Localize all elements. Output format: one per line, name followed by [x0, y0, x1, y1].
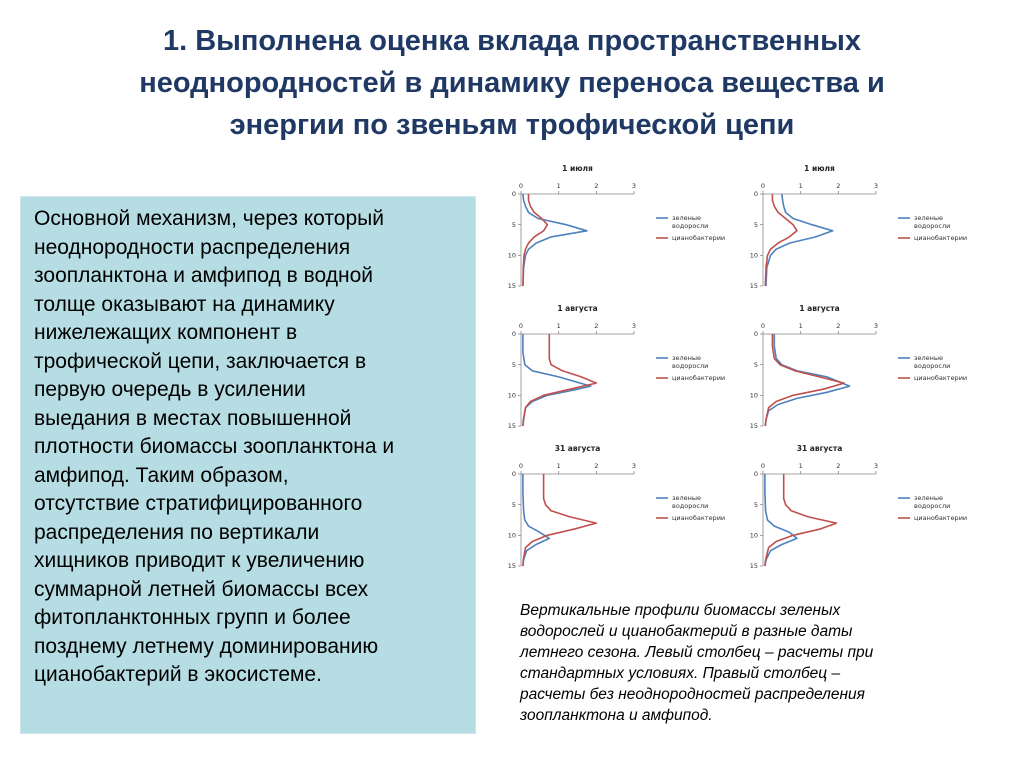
y-tick-label: 0	[511, 190, 516, 199]
y-tick-label: 5	[511, 220, 516, 229]
x-tick-label: 3	[631, 322, 637, 330]
body-text-line: неоднородности распределения	[34, 235, 351, 259]
x-tick-label: 0	[760, 462, 766, 470]
y-tick-label: 10	[507, 391, 516, 400]
legend-label: цианобактерии	[672, 514, 726, 523]
x-tick-label: 1	[556, 322, 561, 330]
title-line-2: неоднородностей в динамику переноса вещества и	[139, 67, 885, 99]
body-text-line: зоопланктона и амфипод в водной	[34, 264, 374, 287]
x-tick-label: 0	[518, 322, 524, 330]
x-tick-label: 3	[873, 322, 879, 330]
body-text-line: хищников приводит к увеличению	[34, 549, 365, 572]
x-tick-label: 1	[556, 462, 561, 470]
x-tick-label: 1	[798, 182, 803, 190]
y-tick-label: 5	[511, 500, 516, 509]
caption-line: водорослей и цианобактерий в разные даты	[520, 623, 853, 640]
body-text-line: первую очередь в усилении	[34, 378, 306, 401]
legend-label: цианобактерии	[672, 234, 726, 243]
y-tick-label: 10	[749, 391, 758, 400]
chart-panel	[496, 436, 746, 576]
caption-line: стандартных условиях. Правый столбец –	[520, 665, 841, 682]
y-tick-label: 5	[511, 360, 516, 369]
series-line	[523, 474, 549, 566]
legend-label: цианобактерии	[914, 374, 968, 383]
x-tick-label: 1	[556, 182, 561, 190]
x-tick-label: 3	[631, 462, 637, 470]
legend-label: цианобактерии	[672, 374, 726, 383]
body-text-line: цианобактерий в экосистеме.	[34, 663, 322, 686]
y-tick-label: 0	[753, 330, 758, 339]
caption-line: летнего сезона. Левый столбец – расчеты при	[520, 644, 874, 661]
y-tick-label: 0	[511, 330, 516, 339]
profile-chart	[738, 296, 988, 436]
x-tick-label: 0	[760, 322, 766, 330]
y-tick-label: 5	[753, 220, 758, 229]
series-line	[765, 334, 844, 426]
y-tick-label: 10	[749, 531, 758, 540]
x-tick-label: 2	[594, 182, 599, 190]
y-tick-label: 0	[511, 470, 516, 479]
series-line	[765, 474, 797, 566]
body-text-line: распределения по вертикали	[34, 520, 320, 544]
series-line	[523, 334, 596, 426]
series-line	[523, 194, 587, 286]
legend-label: зеленые водоросли	[914, 494, 951, 511]
profile-chart	[496, 156, 746, 296]
series-line	[523, 334, 591, 426]
legend-label: зеленые водоросли	[672, 214, 709, 231]
series-line	[765, 334, 849, 426]
chart-panel	[738, 296, 988, 436]
y-tick-label: 10	[749, 251, 758, 260]
x-tick-label: 3	[873, 182, 879, 190]
y-tick-label: 5	[753, 360, 758, 369]
title-line-3: энергии по звеньям трофической цепи	[229, 109, 795, 141]
x-tick-label: 2	[836, 322, 841, 330]
y-tick-label: 10	[507, 531, 516, 540]
x-tick-label: 2	[836, 462, 841, 470]
y-tick-label: 10	[507, 251, 516, 260]
caption-line: расчеты без неоднородностей распределения	[520, 686, 865, 703]
body-text-line: суммарной летней биомассы всех	[34, 577, 369, 601]
series-line	[765, 194, 797, 286]
chart-title: 1 июля	[804, 164, 835, 173]
chart-panel	[496, 296, 746, 436]
body-text-line: выедания в местах повышенной	[34, 406, 352, 430]
body-text-line: амфипод. Таким образом,	[34, 463, 289, 487]
profile-chart	[738, 436, 988, 576]
x-tick-label: 1	[798, 322, 803, 330]
body-text-line: позднему летнему доминированию	[34, 634, 379, 658]
body-text-line: трофической цепи, заключается в	[34, 349, 367, 373]
x-tick-label: 0	[518, 182, 524, 190]
x-tick-label: 2	[594, 322, 599, 330]
figure-caption	[520, 600, 990, 726]
series-line	[765, 474, 837, 566]
chart-panel	[496, 156, 746, 296]
x-tick-label: 0	[760, 182, 766, 190]
profile-chart	[496, 296, 746, 436]
series-line	[523, 474, 596, 566]
y-tick-label: 0	[753, 470, 758, 479]
chart-title: 31 августа	[554, 444, 601, 453]
chart-title: 1 июля	[562, 164, 593, 173]
legend-label: зеленые водоросли	[914, 214, 951, 231]
y-tick-label: 15	[507, 282, 516, 291]
y-tick-label: 15	[749, 282, 758, 291]
legend-label: зеленые водоросли	[914, 354, 951, 371]
x-tick-label: 0	[518, 462, 524, 470]
legend-label: цианобактерии	[914, 514, 968, 523]
main-text-box	[20, 196, 476, 734]
slide-title	[60, 20, 964, 146]
x-tick-label: 3	[631, 182, 637, 190]
chart-panel	[738, 156, 988, 296]
legend-label: цианобактерии	[914, 234, 968, 243]
y-tick-label: 15	[507, 422, 516, 431]
chart-title: 31 августа	[796, 444, 843, 453]
charts-grid	[496, 156, 1016, 586]
chart-title: 1 августа	[799, 304, 840, 313]
body-text-line: плотности биомассы зоопланктона и	[34, 435, 395, 458]
body-text-line: фитопланктонных групп и более	[34, 606, 351, 629]
y-tick-label: 5	[753, 500, 758, 509]
caption-line: зоопланктона и амфипод.	[520, 707, 713, 724]
profile-chart	[496, 436, 746, 576]
y-tick-label: 15	[749, 422, 758, 431]
legend-label: зеленые водоросли	[672, 494, 709, 511]
body-text-line: толще оказывают на динамику	[34, 292, 335, 316]
body-text-line: Основной механизм, через который	[34, 207, 384, 230]
x-tick-label: 3	[873, 462, 879, 470]
chart-panel	[738, 436, 988, 576]
y-tick-label: 15	[749, 562, 758, 571]
x-tick-label: 2	[836, 182, 841, 190]
y-tick-label: 15	[507, 562, 516, 571]
body-text-line: нижележащих компонент в	[34, 321, 298, 344]
body-text-line: отсутствие стратифицированного	[34, 492, 363, 515]
y-tick-label: 0	[753, 190, 758, 199]
caption-line: Вертикальные профили биомассы зеленых	[520, 602, 841, 619]
title-line-1: 1. Выполнена оценка вклада пространственных	[162, 25, 862, 57]
chart-title: 1 августа	[557, 304, 598, 313]
x-tick-label: 1	[798, 462, 803, 470]
x-tick-label: 2	[594, 462, 599, 470]
legend-label: зеленые водоросли	[672, 354, 709, 371]
profile-chart	[738, 156, 988, 296]
